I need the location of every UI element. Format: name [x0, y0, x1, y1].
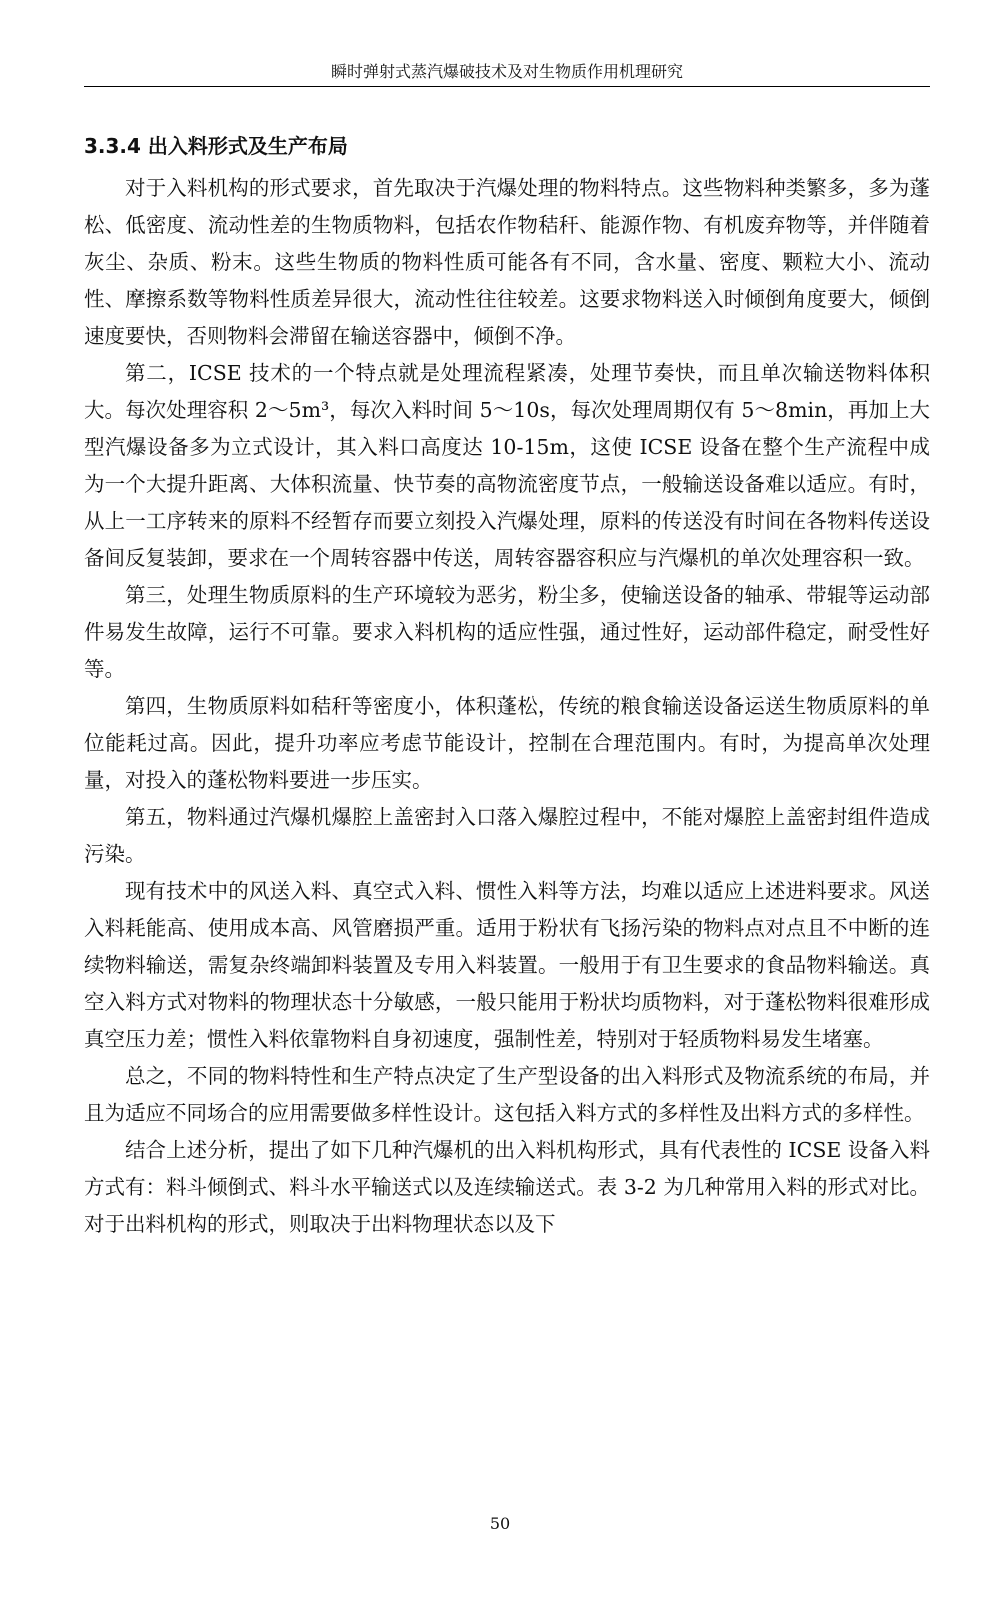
- body-text: [84, 170, 930, 1243]
- paragraph: 总之，不同的物料特性和生产特点决定了生产型设备的出入料形式及物流系统的布局，并且为适应不同场合的应用需要做多样性设计。这包括入料方式的多样性及出料方式的多样性。: [84, 1064, 930, 1125]
- section-heading: 3.3.4 出入料形式及生产布局: [84, 134, 348, 158]
- paragraph: 结合上述分析，提出了如下几种汽爆机的出入料机构形式，具有代表性的 ICSE 设备入料方式有：料斗倾倒式、料斗水平输送式以及连续输送式。表 3-2 为几种常用入料的形式对比。对于出料机构的形式，则取决于出料物理状态以及下: [84, 1138, 930, 1236]
- running-header: 瞬时弹射式蒸汽爆破技术及对生物质作用机理研究: [330, 62, 683, 81]
- page-number: 50: [489, 1514, 511, 1533]
- paragraph: 对于入料机构的形式要求，首先取决于汽爆处理的物料特点。这些物料种类繁多，多为蓬松、低密度、流动性差的生物质物料，包括农作物秸秆、能源作物、有机废弃物等，并伴随着灰尘、杂质、粉末。这些生物质的物料性质可能各有不同，含水量、密度、颗粒大小、流动性、摩擦系数等物料性质差异很大，流动性往往较差。这要求物料送入时倾倒角度要大，倾倒速度要快，否则物料会滞留在输送容器中，倾倒不净。: [84, 176, 930, 348]
- paragraph: 第三，处理生物质原料的生产环境较为恶劣，粉尘多，使输送设备的轴承、带辊等运动部件易发生故障，运行不可靠。要求入料机构的适应性强，通过性好，运动部件稳定，耐受性好等。: [84, 583, 930, 681]
- header-rule: [84, 86, 930, 87]
- paragraph: 第四，生物质原料如秸秆等密度小，体积蓬松，传统的粮食输送设备运送生物质原料的单位能耗过高。因此，提升功率应考虑节能设计，控制在合理范围内。有时，为提高单次处理量，对投入的蓬松物料要进一步压实。: [84, 694, 930, 792]
- paragraph: 第五，物料通过汽爆机爆腔上盖密封入口落入爆腔过程中，不能对爆腔上盖密封组件造成污染。: [84, 805, 930, 866]
- paragraph: 现有技术中的风送入料、真空式入料、惯性入料等方法，均难以适应上述进料要求。风送入料耗能高、使用成本高、风管磨损严重。适用于粉状有飞扬污染的物料点对点且不中断的连续物料输送，需复杂终端卸料装置及专用入料装置。一般用于有卫生要求的食品物料输送。真空入料方式对物料的物理状态十分敏感，一般只能用于粉状均质物料，对于蓬松物料很难形成真空压力差；惯性入料依靠物料自身初速度，强制性差，特别对于轻质物料易发生堵塞。: [84, 879, 930, 1051]
- paragraph: 第二，ICSE 技术的一个特点就是处理流程紧凑，处理节奏快，而且单次输送物料体积大。每次处理容积 2～5m³，每次入料时间 5～10s，每次处理周期仅有 5～8min，再加上大型汽爆设备多为立式设计，其入料口高度达 10-15m，这使 ICSE 设备在整个生产流程中成为一个大提升距离、大体积流量、快节奏的高物流密度节点，一般输送设备难以适应。有时，从上一工序转来的原料不经暂存而要立刻投入汽爆处理，原料的传送没有时间在各物料传送设备间反复装卸，要求在一个周转容器中传送，周转容器容积应与汽爆机的单次处理容积一致。: [84, 361, 930, 570]
